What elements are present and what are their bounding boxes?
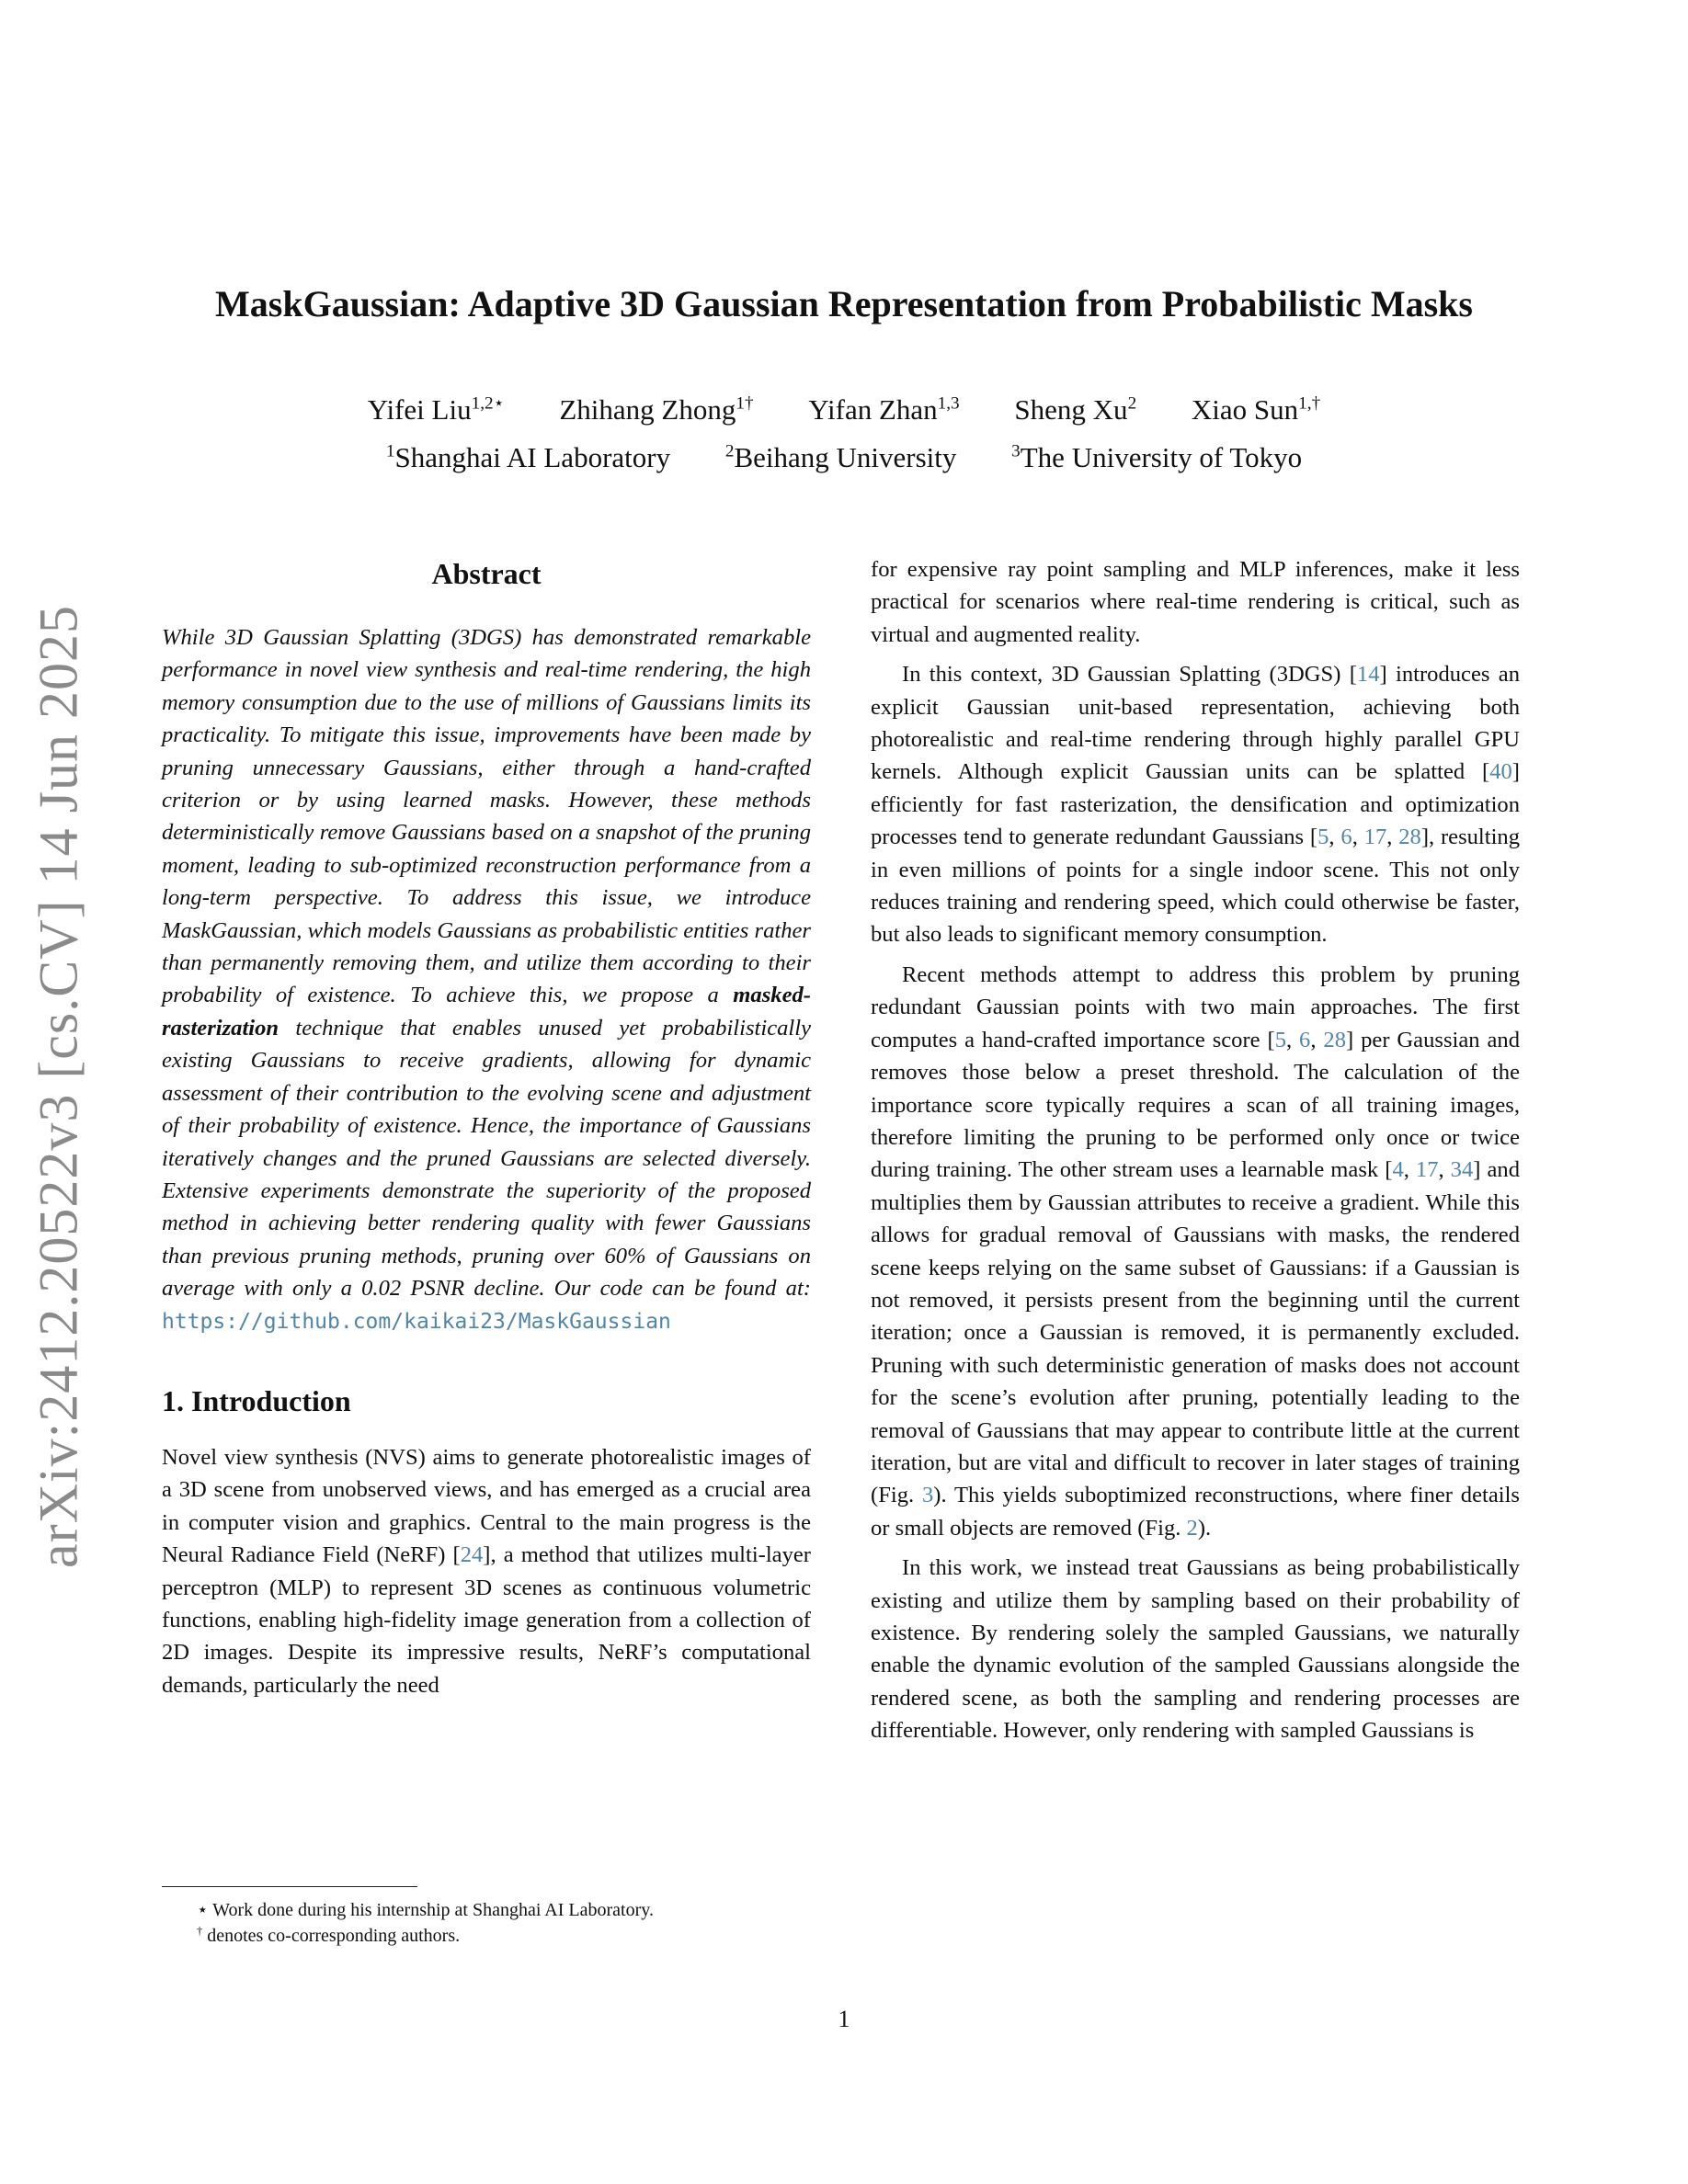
figure-link[interactable]: 3 xyxy=(921,1483,934,1508)
affiliation: $^1$Shanghai AI Laboratory xyxy=(385,441,671,473)
author-list xyxy=(0,393,1688,427)
arxiv-identifier: arXiv:2412.20522v3 [cs.CV] 14 Jun 2025 xyxy=(28,605,89,1568)
affiliation: $^2$Beihang University xyxy=(724,441,957,473)
intro-paragraph: Novel view synthesis (NVS) aims to generate photorealistic images of a 3D scene from unobserved views, and has emerged as a crucial area in computer vision and graphics. Central to the main progress is the Neural Radiance Field (NeRF) [24], a method that utilizes multi-layer perceptron (MLP) to represent 3D scenes as continuous volumetric functions, enabling high-fidelity image generation from a collection of 2D images. Despite its impressive results, NeRF’s computational demands, particularly the need xyxy=(162,1444,811,1698)
citation-link[interactable]: 5 xyxy=(1317,825,1329,850)
section-heading-introduction: 1. Introduction xyxy=(162,1383,351,1417)
abstract-heading: Abstract xyxy=(431,557,542,590)
citation-link[interactable]: 24 xyxy=(460,1542,484,1568)
footnote: ⋆ Work done during his internship at Shanghai AI Laboratory. xyxy=(197,1900,654,1920)
citation-link[interactable]: 40 xyxy=(1489,759,1512,785)
body-paragraph: for expensive ray point sampling and MLP inferences, make it less practical for scenarios where real-time rendering is critical, such as virtual and augmented reality. xyxy=(871,557,1520,647)
citation-link[interactable]: 4 xyxy=(1392,1157,1404,1183)
citation-link[interactable]: 28 xyxy=(1323,1027,1346,1052)
body-paragraph: In this work, we instead treat Gaussians as being probabilistically existing and utilize them by sampling based on their probability of existence. By rendering solely the sampled Gaussians, we naturally enable the dynamic evolution of the sampled Gaussians alongside the rendered scene, as both the sampling and rendering processes are differentiable. However, only rendering with sampled Gaussians is xyxy=(871,1555,1520,1744)
right-column xyxy=(871,553,1520,1747)
body-paragraph: Recent methods attempt to address this problem by pruning redundant Gaussian points with two main approaches. The first computes a hand-crafted importance score [5, 6, 28] per Gaussian and removes those below a preset threshold. The calculation of the importance score typically requires a scan of all training images, therefore limiting the pruning to be performed only once or twice during training. The other stream uses a learnable mask [4, 17, 34] and multiplies them by Gaussian attributes to receive a gradient. While this allows for gradual removal of Gaussians with masks, the rendered scene keeps relying on the same subset of Gaussians: if a Gaussian is not removed, it persists present from the beginning until the current iteration; once a Gaussian is removed, it is permanently excluded. Pruning with such deterministic generation of masks does not account for the scene’s evolution after pruning, potentially leading to the removal of Gaussians that may appear to contribute little at the current iteration, but are vital and difficult to recover in later stages of training (Fig. 3). This yields suboptimized reconstructions, where finer details or small objects are removed (Fig. 2). xyxy=(871,961,1520,1541)
figure-link[interactable]: 2 xyxy=(1186,1515,1198,1541)
affiliation-list xyxy=(0,441,1688,474)
page-number: 1 xyxy=(838,2006,850,2032)
footnotes xyxy=(162,1897,811,1949)
abstract-emphasis: masked-rasterization xyxy=(162,983,811,1041)
citation-link[interactable]: 6 xyxy=(1299,1027,1311,1052)
author: Sheng Xu$^2$ xyxy=(1014,393,1137,426)
citation-link[interactable]: 6 xyxy=(1340,825,1352,850)
paper-title: MaskGaussian: Adaptive 3D Gaussian Representation from Probabilistic Masks xyxy=(215,283,1473,324)
citation-link[interactable]: 34 xyxy=(1450,1157,1474,1183)
author: Yifan Zhan$^{1,3}$ xyxy=(808,393,960,426)
author: Xiao Sun$^{1,\dagger}$ xyxy=(1191,393,1321,426)
citation-link[interactable]: 28 xyxy=(1398,825,1421,850)
abstract-text: While 3D Gaussian Splatting (3DGS) has demonstrated remarkable performance in novel view synthesis and real-time rendering, the high memory consumption due to the use of millions of Gaussians limits its practicality. To mitigate this issue, improvements have been made by pruning unnecessary Gaussians, either through a hand-crafted criterion or by using learned masks. However, these methods deterministically remove Gaussians based on a snapshot of the pruning moment, leading to sub-optimized reconstruction performance from a long-term perspective. To address this issue, we introduce MaskGaussian, which models Gaussians as probabilistic entities rather than permanently removing them, and utilize them according to their probability of existence. To achieve this, we propose a masked-rasterization technique that enables unused yet probabilistically existing Gaussians to receive gradients, allowing for dynamic assessment of their contribution to the evolving scene and adjustment of their probability of existence. Hence, the importance of Gaussians iteratively changes and the pruned Gaussians are selected diversely. Extensive experiments demonstrate the superiority of the proposed method in achieving better rendering quality with fewer Gaussians than previous pruning methods, pruning over 60% of Gaussians on average with only a 0.02 PSNR decline. Our code can be found at: https://github.com/kaikai23/MaskGaussian xyxy=(162,625,811,1334)
left-column xyxy=(162,553,811,1701)
arxiv-sidebar xyxy=(17,605,101,1568)
author: Zhihang Zhong$^{1\dagger}$ xyxy=(559,393,754,426)
author: Yifei Liu$^{1,2⋆}$ xyxy=(367,393,505,426)
citation-link[interactable]: 5 xyxy=(1274,1027,1286,1052)
footnote: † denotes co-corresponding authors. xyxy=(197,1924,461,1946)
footnote-divider xyxy=(162,1886,417,1887)
affiliation: $^3$The University of Tokyo xyxy=(1011,441,1303,473)
code-link[interactable]: https://github.com/kaikai23/MaskGaussian xyxy=(162,1309,671,1334)
citation-link[interactable]: 17 xyxy=(1363,825,1387,850)
citation-link[interactable]: 17 xyxy=(1415,1157,1439,1183)
citation-link[interactable]: 14 xyxy=(1356,662,1380,688)
body-paragraph: In this context, 3D Gaussian Splatting (3DGS) [14] introduces an explicit Gaussian unit-based representation, achieving both photorealistic and real-time rendering through highly parallel GPU kernels. Although explicit Gaussian units can be splatted [40] efficiently for fast rasterization, the densification and optimization processes tend to generate redundant Gaussians [5, 6, 17, 28], resulting in even millions of points for a single indoor scene. This not only reduces training and rendering speed, which could otherwise be faster, but also leads to significant memory consumption. xyxy=(871,662,1521,948)
